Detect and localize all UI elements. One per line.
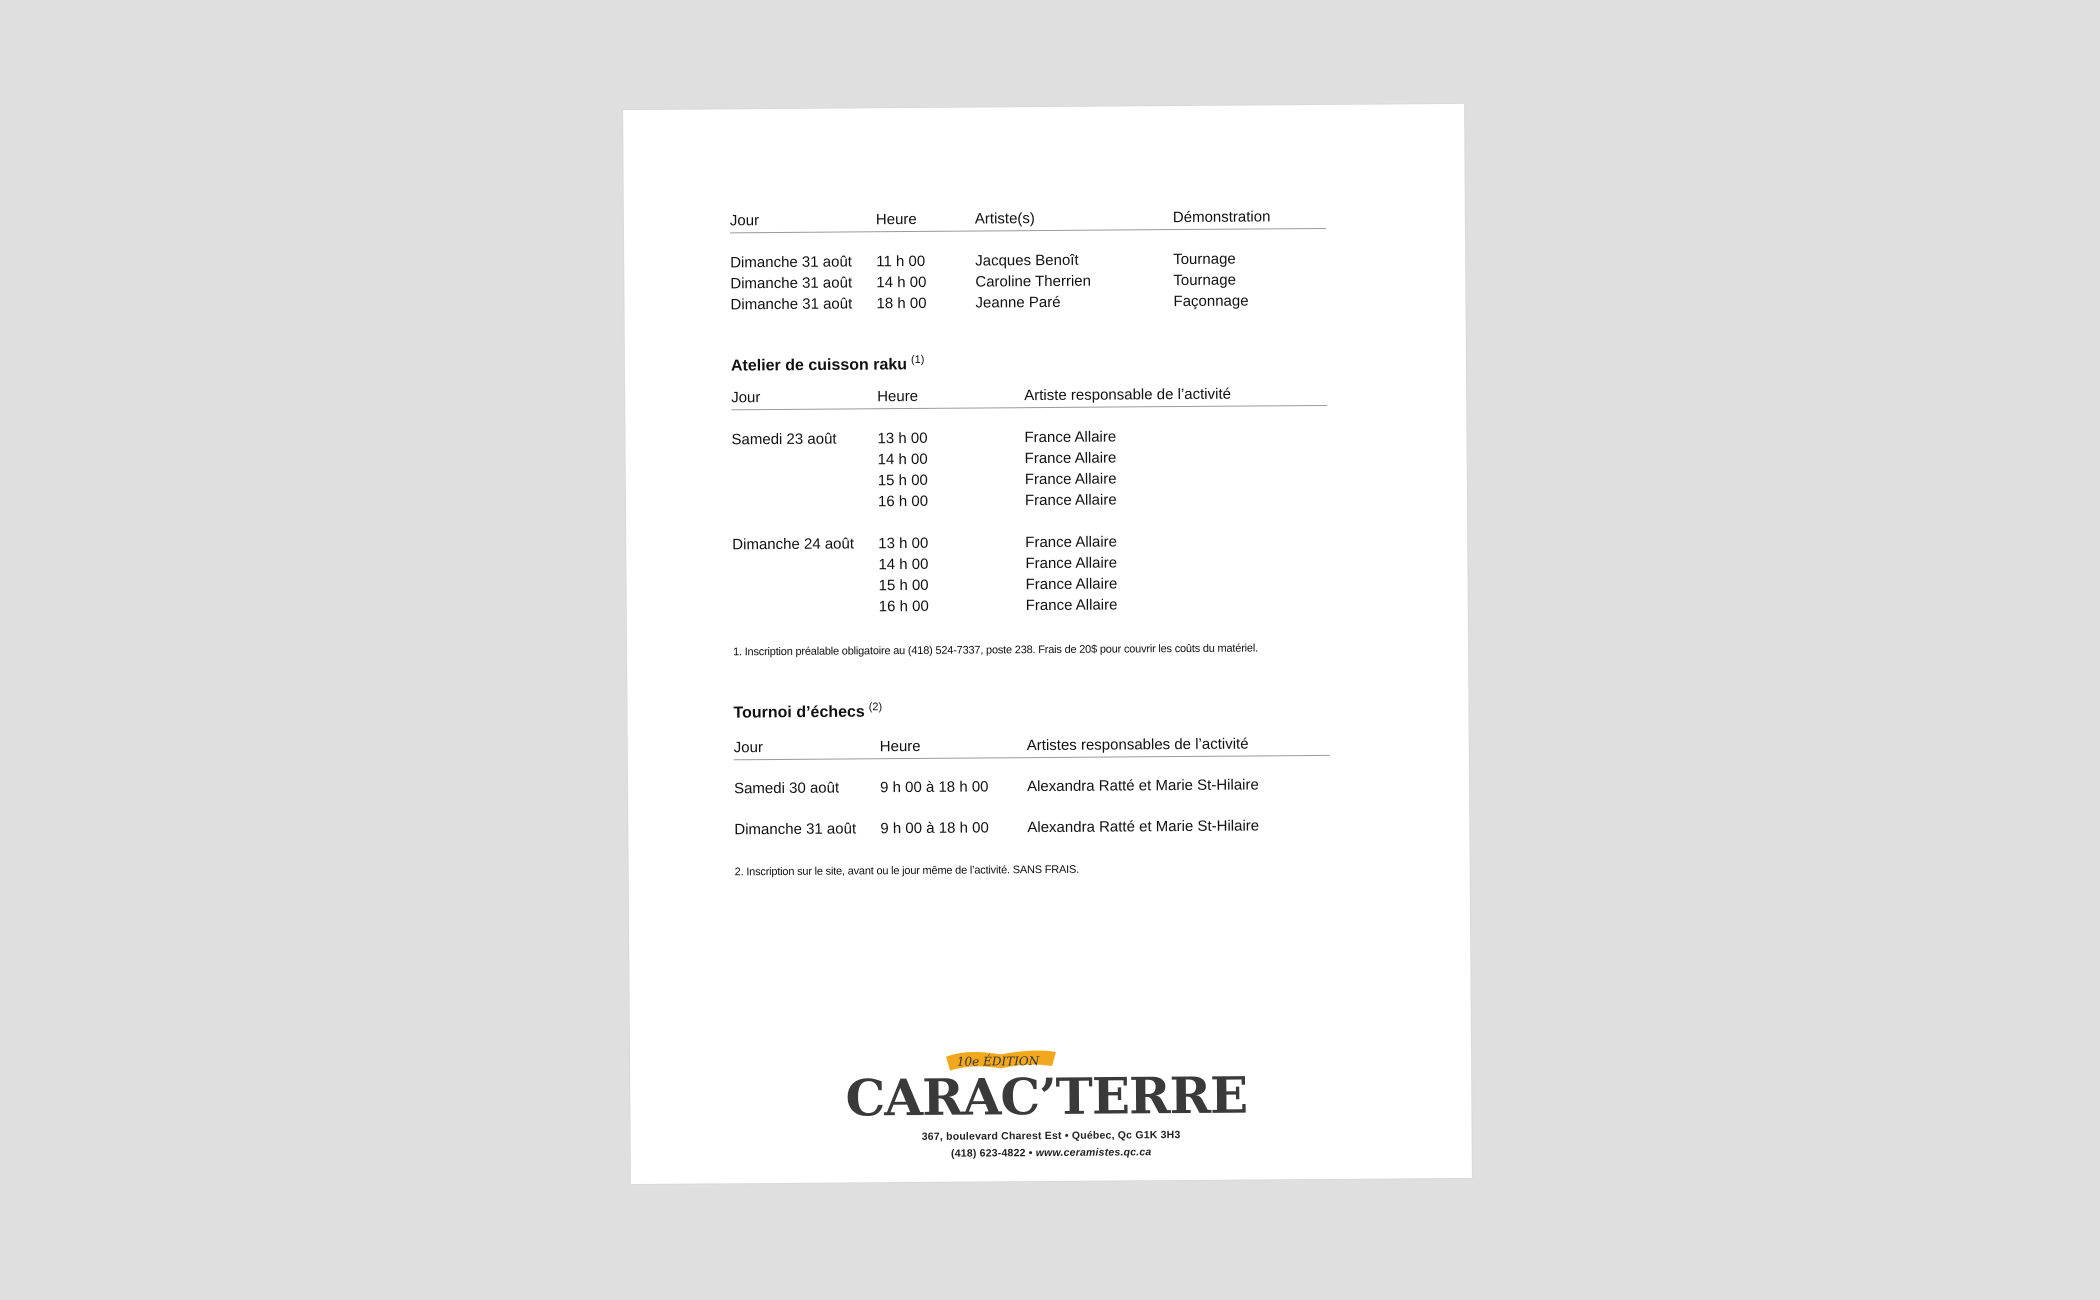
- raku-footnote-ref: (1): [910, 353, 925, 366]
- cell-time: 18 h 00: [876, 294, 927, 313]
- header-artiste-responsable: Artiste responsable de l’activité: [1024, 385, 1232, 405]
- cell-artist: Alexandra Ratté et Marie St-Hilaire: [1027, 817, 1260, 836]
- cell-artist: France Allaire: [1025, 554, 1118, 573]
- cell-artist: Jacques Benoît: [975, 251, 1079, 270]
- page-content: [730, 200, 1331, 878]
- cell-artist: France Allaire: [1024, 491, 1117, 510]
- logo-edition-text: 10e ÉDITION: [956, 1054, 1039, 1069]
- document-page: [623, 104, 1472, 1184]
- table-row: [734, 815, 1330, 840]
- cell-day: Samedi 30 août: [733, 779, 840, 797]
- table-row: [733, 593, 1329, 618]
- cell-artist: Jeanne Paré: [975, 293, 1061, 312]
- cell-day: Dimanche 24 août: [732, 535, 855, 554]
- cell-time: 16 h 00: [877, 493, 929, 511]
- chess-footnote-ref: (2): [868, 701, 883, 714]
- cell-artist: France Allaire: [1025, 533, 1118, 552]
- cell-day: Dimanche 31 août: [730, 274, 853, 293]
- footer-logo-block: [630, 1039, 1472, 1165]
- cell-artist: France Allaire: [1024, 428, 1117, 447]
- cell-time: 15 h 00: [878, 577, 929, 595]
- cell-artist: France Allaire: [1025, 575, 1118, 594]
- footer-phone: (418) 623-4822: [950, 1147, 1026, 1160]
- demo-table-header: [730, 200, 1326, 233]
- raku-section-title: [731, 351, 1327, 376]
- cell-time: 11 h 00: [876, 252, 926, 271]
- cell-day: Dimanche 31 août: [734, 820, 857, 838]
- cell-day: Samedi 23 août: [731, 430, 837, 449]
- chess-footnote: 2. Inscription sur le site, avant ou le jour même de l’activité. SANS FRAIS.: [734, 863, 1079, 878]
- table-row: [732, 488, 1328, 513]
- chess-title-text: Tournoi d’échecs: [733, 703, 865, 722]
- cell-demo: Tournage: [1173, 271, 1236, 290]
- cell-time: 15 h 00: [877, 472, 928, 490]
- cell-day: Dimanche 31 août: [730, 253, 853, 272]
- header-jour: Jour: [729, 212, 760, 230]
- header-heure: Heure: [875, 210, 917, 229]
- header-heure: Heure: [877, 388, 919, 406]
- raku-footnote: 1. Inscription préalable obligatoire au (418) 524-7337, poste 238. Frais de 20$ pour couvrir les coûts du matériel.: [733, 642, 1258, 659]
- cell-time: 14 h 00: [878, 556, 929, 574]
- cell-time: 9 h 00 à 18 h 00: [880, 819, 989, 837]
- table-row: [730, 290, 1326, 315]
- table-row: [734, 774, 1330, 799]
- cell-artist: France Allaire: [1025, 596, 1118, 615]
- cell-artist: France Allaire: [1024, 449, 1117, 468]
- footer-contact: (418) 623-4822 • www.ceramistes.qc.ca: [950, 1146, 1152, 1160]
- header-demonstration: Démonstration: [1172, 208, 1271, 227]
- footer-address: 367, boulevard Charest Est • Québec, Qc G1K 3H3: [921, 1129, 1181, 1143]
- raku-title-text: Atelier de cuisson raku: [730, 356, 908, 375]
- cell-demo: Tournage: [1173, 250, 1236, 269]
- cell-day: Dimanche 31 août: [730, 295, 853, 314]
- cell-time: 9 h 00 à 18 h 00: [879, 778, 989, 796]
- header-artistes: Artiste(s): [974, 210, 1035, 228]
- cell-artist: Alexandra Ratté et Marie St-Hilaire: [1026, 776, 1259, 795]
- header-heure: Heure: [879, 737, 921, 755]
- footer-website: www.ceramistes.qc.ca: [1035, 1146, 1152, 1160]
- cell-time: 16 h 00: [878, 598, 929, 616]
- cell-time: 14 h 00: [876, 273, 927, 292]
- cell-artist: Caroline Therrien: [975, 272, 1092, 291]
- cell-time: 13 h 00: [878, 535, 929, 553]
- header-jour: Jour: [731, 389, 761, 407]
- cell-time: 14 h 00: [877, 451, 928, 469]
- cell-artist: France Allaire: [1024, 470, 1117, 489]
- header-jour: Jour: [733, 738, 763, 756]
- cell-demo: Façonnage: [1173, 292, 1249, 311]
- chess-table-header: [734, 727, 1330, 760]
- logo-name-text: CARAC’TERRE: [844, 1065, 1247, 1128]
- header-artistes-responsables: Artistes responsables de l’activité: [1026, 735, 1249, 754]
- raku-table-header: [731, 377, 1327, 410]
- cell-time: 13 h 00: [877, 430, 928, 448]
- caracterre-logo: [844, 1041, 1247, 1129]
